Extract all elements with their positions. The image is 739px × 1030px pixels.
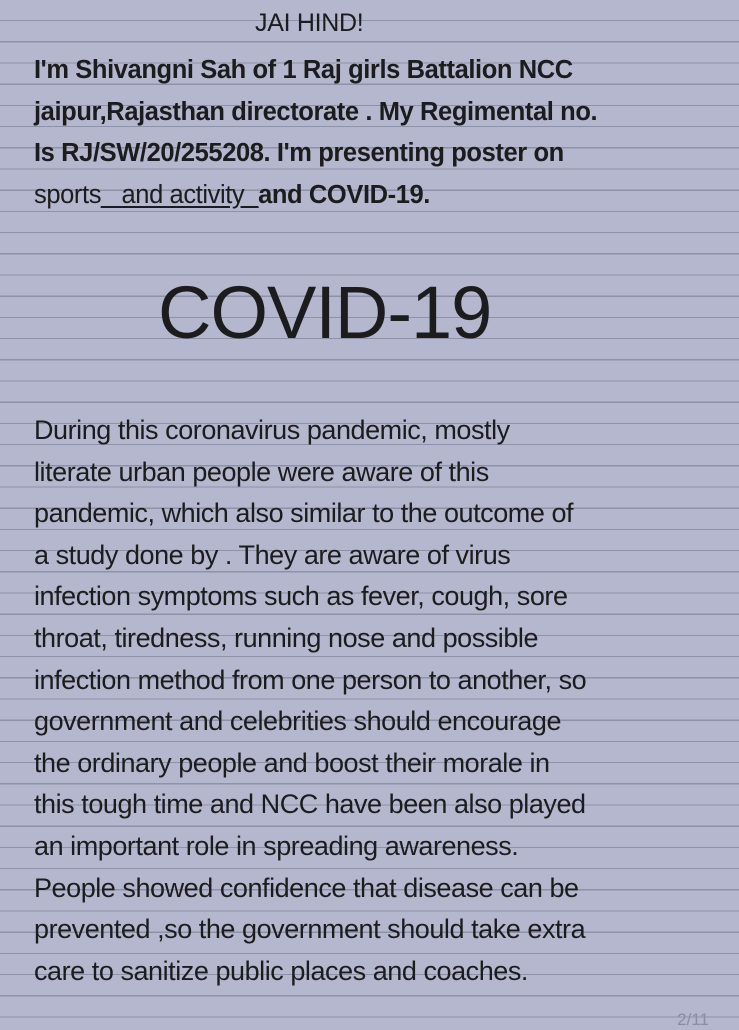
intro-line	[34, 175, 724, 217]
body-line: pandemic, which also similar to the outcome of	[34, 498, 574, 529]
intro-sports-text: sports	[34, 180, 102, 209]
body-line: this tough time and NCC have been also played	[34, 789, 586, 820]
body-line: an important role in spreading awareness.	[34, 830, 519, 861]
body-line: literate urban people were aware of this	[34, 456, 489, 487]
intro-underlined-text: _ and activity_	[101, 180, 259, 209]
body-line: infection method from one person to another, so	[34, 664, 587, 695]
body-line: infection symptoms such as fever, cough, sore	[34, 581, 568, 612]
intro-line: I'm Shivangni Sah of 1 Raj girls Battalion NCC	[34, 56, 573, 84]
body-line: throat, tiredness, running nose and possible	[34, 622, 539, 653]
body-line: the ordinary people and boost their morale in	[34, 747, 550, 778]
body-line: During this coronavirus pandemic, mostly	[34, 415, 510, 445]
body-line: a study done by . They are aware of virus	[34, 539, 511, 570]
intro-paragraph	[34, 50, 724, 216]
body-paragraph	[34, 410, 724, 992]
intro-covid-text: and COVID-19.	[258, 180, 430, 209]
body-line: care to sanitize public places and coaches.	[34, 955, 528, 986]
page-indicator: 2/11	[677, 1010, 709, 1029]
covid-headline: COVID-19	[158, 271, 492, 354]
body-line: People showed confidence that disease can be	[34, 872, 579, 903]
body-line: prevented ,so the government should take extra	[34, 914, 586, 945]
intro-line: Is RJ/SW/20/255208. I'm presenting poster on	[34, 139, 564, 167]
greeting-heading: JAI HIND!	[255, 9, 364, 37]
body-line: government and celebrities should encourage	[34, 706, 562, 737]
intro-line: jaipur,Rajasthan directorate . My Regimental no.	[34, 97, 598, 126]
